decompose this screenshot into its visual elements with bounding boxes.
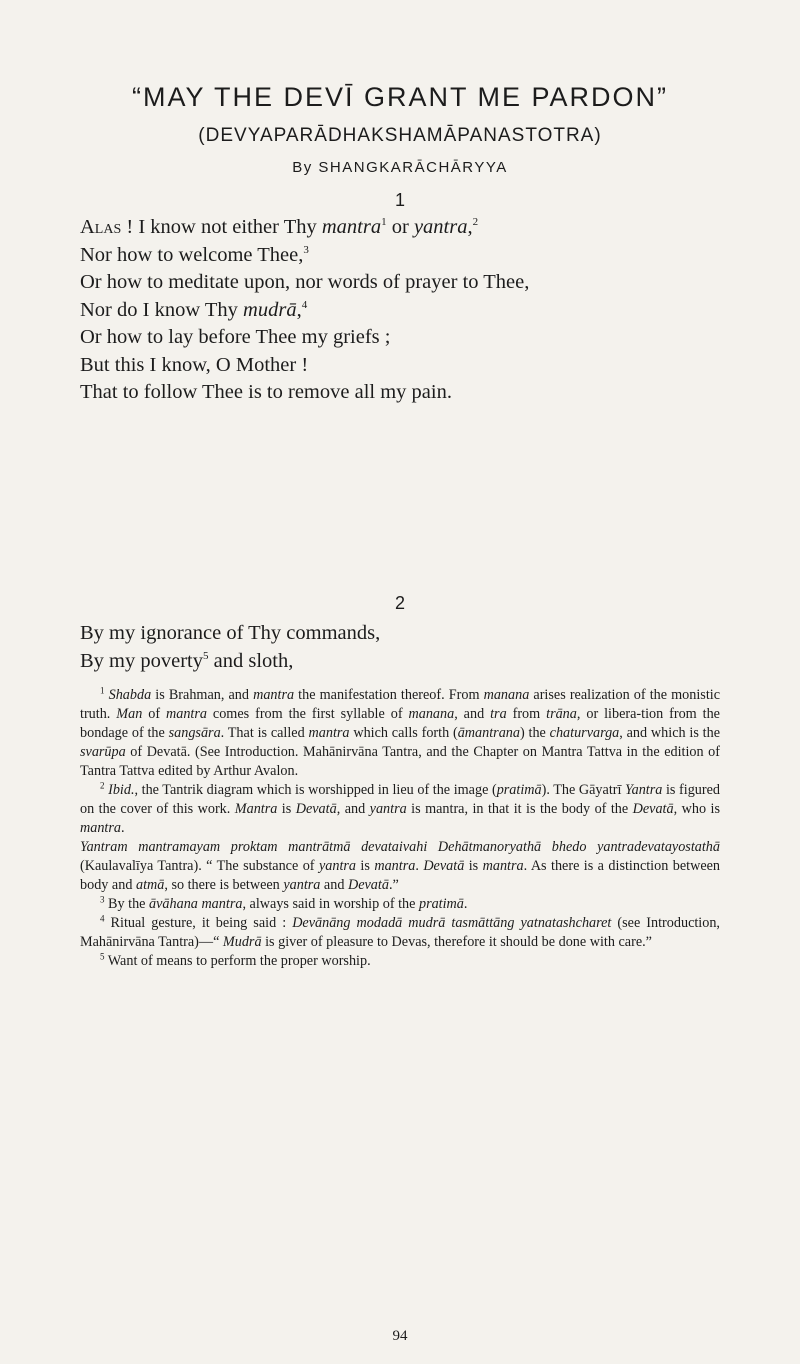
verse-line: That to follow Thee is to remove all my pain.	[80, 381, 452, 403]
footnote: $^3$ By the āvāhana mantra, always said in worship of the pratimā.	[100, 894, 468, 912]
footnotes	[80, 686, 720, 971]
footnote-ref: 4	[301, 298, 308, 311]
footnote: $^1$ Shabda is Brahman, and mantra the manifestation thereof. From manana arises realization of the monistic truth. Man of mantra comes from the first syllable of manana, and tra from trāna, or libera-tion from the bondage of the sangsāra. That is called mantra which calls forth (āmantrana) the chaturvarga, and which is the svarūpa of Devatā. (See Introduction. Mahānirvāna Tantra, and the Chapter on Mantra Tattva in the edition of Tantra Tattva edited by Arthur Avalon.	[80, 685, 720, 779]
footnote-number: 1	[100, 685, 105, 696]
hymn-title: “MAY THE DEVĪ GRANT ME PARDON”	[131, 82, 669, 112]
footnote: Yantram mantramayam proktam mantrātmā devataivahi Dehātmanoryathā bhedo yantradevatayostathā (Kaulavalīya Tantra). “ The substance of yantra is mantra. Devatā is mantra. As there is a distinction between body and atmā, so there is between yantra and Devatā.”	[80, 839, 721, 893]
author-byline: By SHANGKARĀCHĀRYYA	[292, 159, 508, 176]
footnote-number: 5	[100, 951, 105, 962]
verse-line: Alas ! I know not either Thy mantra$^1$ or yantra,$^2$	[80, 216, 479, 238]
hymn-sanskrit-title: (DEVYAPARĀDHAKSHAMĀPANASTOTRA)	[198, 125, 602, 146]
section-number-1: 1	[394, 190, 405, 210]
verse-line: Nor how to welcome Thee,$^3$	[80, 243, 309, 266]
verse-1	[80, 214, 770, 407]
footnote-number: 2	[100, 780, 105, 791]
verse-2	[80, 620, 770, 675]
verse-line: Nor do I know Thy mudrā,$^4$	[80, 298, 308, 321]
verse-line: Or how to meditate upon, nor words of prayer to Thee,	[80, 271, 530, 293]
footnote-ref: 1	[381, 216, 387, 229]
footnote-ref: 5	[203, 649, 209, 662]
footnote: $^5$ Want of means to perform the proper worship.	[100, 951, 371, 969]
verse-line: By my poverty$^5$ and sloth,	[80, 649, 294, 672]
verse-line: But this I know, O Mother !	[80, 353, 309, 376]
footnote-ref: 3	[303, 243, 309, 256]
footnote-number: 3	[100, 894, 105, 905]
verse-line: By my ignorance of Thy commands,	[80, 622, 381, 644]
verse-line: Or how to lay before Thee my griefs ;	[80, 326, 391, 348]
opening-word: Alas	[80, 216, 122, 238]
footnote-ref: 2	[472, 216, 479, 229]
footnote: $^2$ Ibid., the Tantrik diagram which is worshipped in lieu of the image (pratimā). The Gāyatrī Yantra is figured on the cover of this work. Mantra is Devatā, and yantra is mantra, in that it is the body of the Devatā, who is mantra.	[80, 780, 720, 836]
page-number: 94	[392, 1328, 408, 1344]
section-number-2: 2	[394, 593, 405, 613]
footnote-number: 4	[100, 913, 105, 924]
footnote: $^4$ Ritual gesture, it being said : Devānāng modadā mudrā tasmāttāng yatnatashcharet (see Introduction, Mahānirvāna Tantra)—“ Mudrā is giver of pleasure to Devas, therefore it should be done with care.”	[80, 913, 720, 950]
